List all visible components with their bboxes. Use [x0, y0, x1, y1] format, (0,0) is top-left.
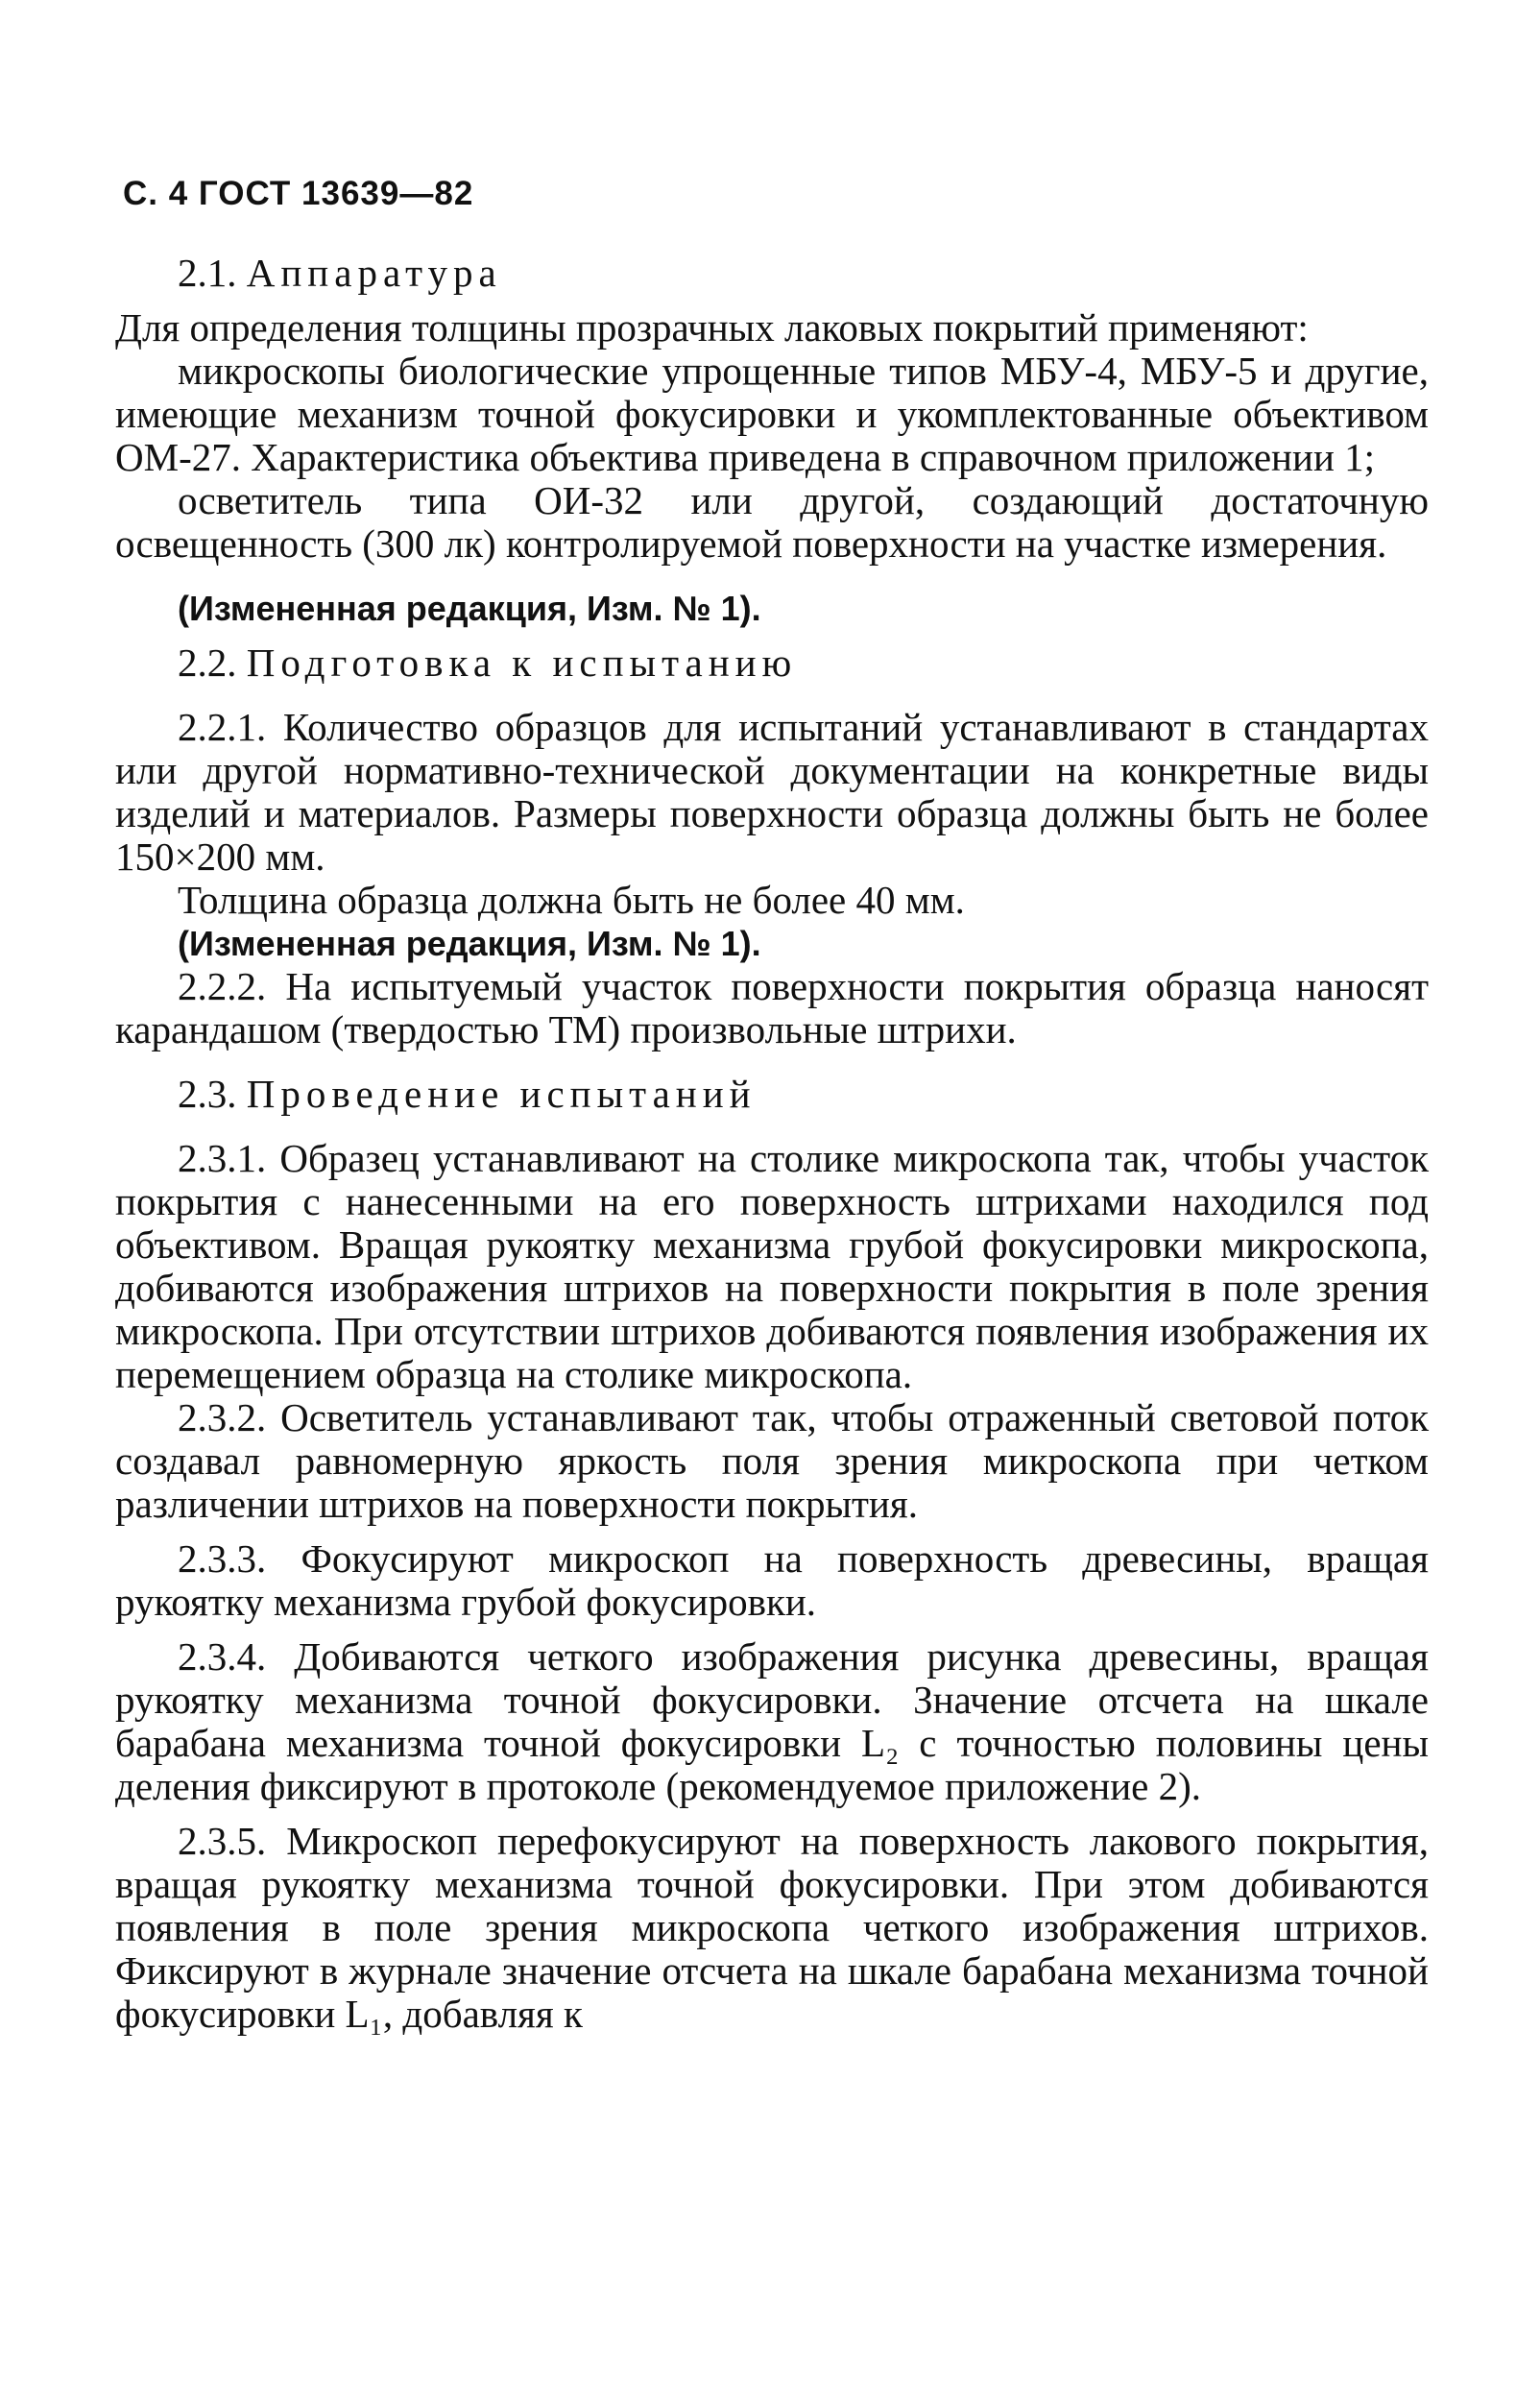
paragraph-2-1-intro: Для определения толщины прозрачных лаковых покрытий применяют:	[115, 305, 1309, 350]
section-2-3-heading	[115, 1073, 1429, 1116]
paragraph-microscopes: микроскопы биологические упрощенные типов МБУ-4, МБУ-5 и другие, имеющие механизм точной фокусировки и укомплектованные объективом ОМ-27. Характеристика объектива приведена в справочном приложении 1;	[115, 349, 1429, 479]
section-2-2-heading	[115, 641, 1429, 685]
section-title: Подготовка к испытанию	[246, 641, 798, 685]
section-number: 2.1.	[178, 251, 237, 295]
section-number: 2.2.	[178, 641, 237, 685]
page-header: С. 4 ГОСТ 13639—82	[123, 175, 474, 212]
paragraph-2-2-2: 2.2.2. На испытуемый участок поверхности покрытия образца наносят карандашом (твердостью ТМ) произвольные штрихи.	[115, 964, 1429, 1051]
paragraph-2-3-1: 2.3.1. Образец устанавливают на столике микроскопа так, чтобы участок покрытия с нанесенными на его поверхность штрихами находился под объективом. Вращая рукоятку механизма грубой фокусировки микроскопа, добиваются изображения штрихов на поверхности покрытия в поле зрения микроскопа. При отсутствии штрихов добиваются появления изображения их перемещением образца на столике микроскопа.	[115, 1136, 1429, 1396]
paragraph-thickness: Толщина образца должна быть не более 40 мм.	[178, 878, 965, 922]
section-title: Проведение испытаний	[246, 1072, 757, 1116]
paragraph-illuminator: осветитель типа ОИ-32 или другой, создающий достаточную освещенность (300 лк) контролируемой поверхности на участке измерения.	[115, 478, 1429, 566]
paragraph-2-3-5: 2.3.5. Микроскоп перефокусируют на поверхность лакового покрытия, вращая рукоятку механизма точной фокусировки. При этом добиваются появления в поле зрения микроскопа четкого изображения штрихов. Фиксируют в журнале значение отсчета на шкале барабана механизма точной фокусировки L₁, добавляя к	[115, 1819, 1429, 2036]
paragraph-2-3-3: 2.3.3. Фокусируют микроскоп на поверхность древесины, вращая рукоятку механизма грубой фокусировки.	[115, 1536, 1429, 1624]
paragraph-2-3-2: 2.3.2. Осветитель устанавливают так, чтобы отраженный световой поток создавал равномерную яркость поля зрения микроскопа при четком различении штрихов на поверхности покрытия.	[115, 1395, 1429, 1526]
paragraph-2-2-1: 2.2.1. Количество образцов для испытаний устанавливают в стандартах или другой нормативно-технической документации на конкретные виды изделий и материалов. Размеры поверхности образца должны быть не более 150×200 мм.	[115, 705, 1429, 879]
revision-note: (Измененная редакция, Изм. № 1).	[178, 924, 761, 963]
document-body	[115, 252, 1429, 2036]
section-2-1-heading	[115, 252, 1429, 295]
section-number: 2.3.	[178, 1072, 237, 1116]
paragraph-2-3-4: 2.3.4. Добиваются четкого изображения рисунка древесины, вращая рукоятку механизма точной фокусировки. Значение отсчета на шкале барабана механизма точной фокусировки L₂ с точностью половины цены деления фиксируют в протоколе (рекомендуемое приложение 2).	[115, 1634, 1429, 1808]
revision-note: (Измененная редакция, Изм. № 1).	[178, 589, 761, 628]
section-title: Аппаратура	[246, 251, 502, 295]
